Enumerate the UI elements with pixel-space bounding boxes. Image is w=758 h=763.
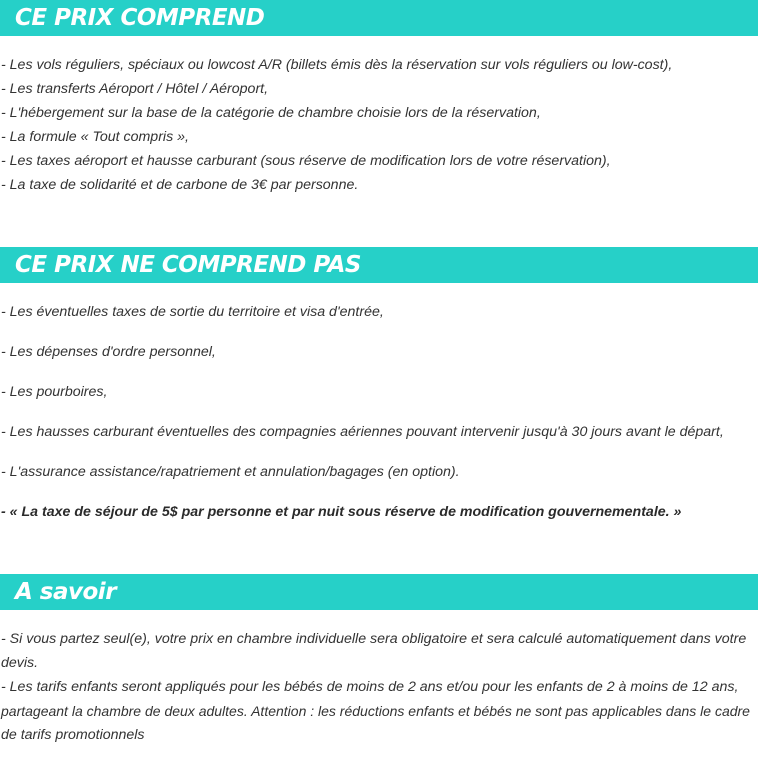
section-header-excludes: CE PRIX NE COMPREND PAS <box>0 247 758 283</box>
list-item: - Les éventuelles taxes de sortie du territoire et visa d'entrée, <box>1 304 384 320</box>
section-header-includes: CE PRIX COMPREND <box>0 0 758 36</box>
paragraph-line: - Les tarifs enfants seront appliqués pour les bébés de moins de 2 ans et/ou pour les enfants de 2 à moins de 12 ans, <box>1 679 739 695</box>
tourist-tax-notice: - « La taxe de séjour de 5$ par personne et par nuit sous réserve de modification gouvernementale. » <box>1 504 682 520</box>
list-item: - Les taxes aéroport et hausse carburant (sous réserve de modification lors de votre réservation), <box>1 153 611 169</box>
list-item: - Les hausses carburant éventuelles des compagnies aériennes pouvant intervenir jusqu'à 30 jours avant le départ, <box>1 424 724 440</box>
list-item: - La taxe de solidarité et de carbone de 3€ par personne. <box>1 177 359 193</box>
section-header-good-to-know: A savoir <box>0 574 758 610</box>
list-item: - L'hébergement sur la base de la catégorie de chambre choisie lors de la réservation, <box>1 105 541 121</box>
paragraph-line: devis. <box>1 655 39 671</box>
paragraph-line: partageant la chambre de deux adultes. Attention : les réductions enfants et bébés ne sont pas applicables dans le cadre <box>1 703 750 719</box>
list-item: - La formule « Tout compris », <box>1 129 189 145</box>
paragraph-line: - Si vous partez seul(e), votre prix en chambre individuelle sera obligatoire et sera calculé automatiquement dans votre <box>1 631 747 647</box>
list-item: - L'assurance assistance/rapatriement et annulation/bagages (en option). <box>1 464 460 480</box>
list-item: - Les dépenses d'ordre personnel, <box>1 344 216 360</box>
paragraph-line: de tarifs promotionnels <box>1 727 145 743</box>
list-item: - Les pourboires, <box>1 384 108 400</box>
list-item: - Les transferts Aéroport / Hôtel / Aéroport, <box>1 81 269 97</box>
list-item: - Les vols réguliers, spéciaux ou lowcost A/R (billets émis dès la réservation sur vols réguliers ou low-cost), <box>1 57 673 73</box>
